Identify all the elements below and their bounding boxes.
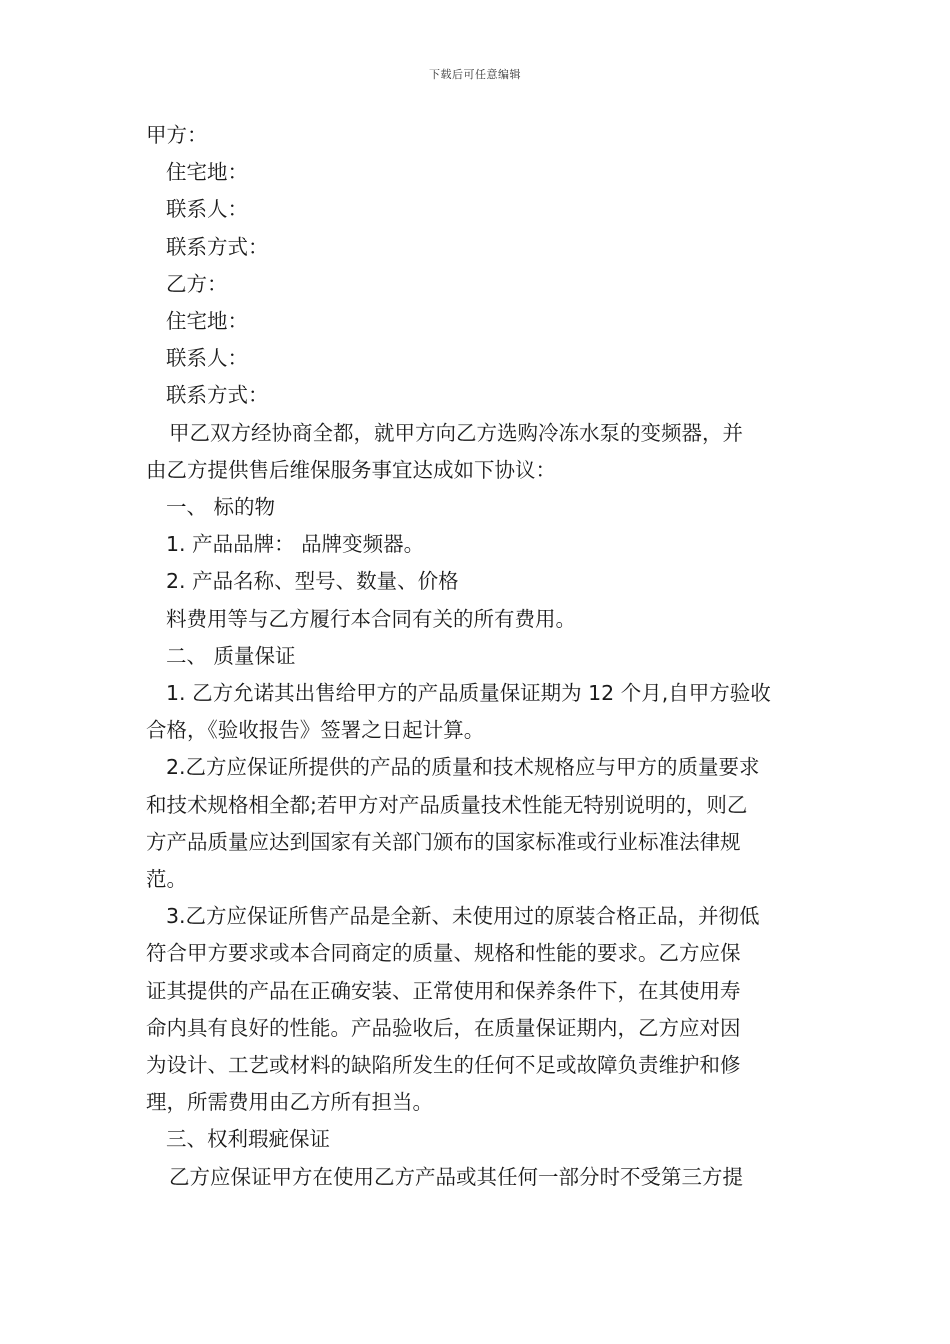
- clause-line: 范。: [146, 867, 187, 892]
- clause-line: 乙方应保证甲方在使用乙方产品或其任何一部分时不受第三方提: [169, 1164, 743, 1189]
- section-heading: 一、 标的物: [166, 495, 276, 520]
- clause-line: 合格，《验收报告》签署之日起计算。: [146, 718, 485, 743]
- intro-paragraph-line: 甲乙双方经协商全都，就甲方向乙方选购冷冻水泵的变频器，并: [169, 420, 743, 445]
- clause-line: 为设计、工艺或材料的缺陷所发生的任何不足或故障负责维护和修: [146, 1053, 741, 1078]
- clause-line: 和技术规格相全都;若甲方对产品质量技术性能无特别说明的，则乙: [146, 792, 748, 817]
- party-b-address: 住宅地：: [166, 309, 248, 334]
- intro-paragraph-line: 由乙方提供售后维保服务事宜达成如下协议：: [146, 457, 556, 482]
- party-a-phone: 联系方式：: [166, 234, 269, 259]
- party-a-address: 住宅地：: [166, 160, 248, 185]
- section-heading: 二、 质量保证: [166, 643, 296, 668]
- clause-line: 3.乙方应保证所售产品是全新、未使用过的原装合格正品，并彻低: [166, 904, 760, 929]
- contract-body: [146, 117, 808, 1196]
- clause-line: 料费用等与乙方履行本合同有关的所有费用。: [166, 606, 576, 631]
- clause-line: 1. 乙方允诺其出售给甲方的产品质量保证期为 12 个月,自甲方验收: [166, 681, 771, 706]
- party-b-label: 乙方：: [166, 271, 228, 296]
- clause-line: 证其提供的产品在正确安装、正常使用和保养条件下，在其使用寿: [146, 978, 741, 1003]
- clause-line: 2. 产品名称、型号、数量、价格: [166, 569, 459, 594]
- party-b-phone: 联系方式：: [166, 383, 269, 408]
- section-heading: 三、权利瑕疵保证: [166, 1127, 330, 1152]
- clause-line: 符合甲方要求或本合同商定的质量、规格和性能的要求。乙方应保: [146, 941, 741, 966]
- party-a-contact: 联系人：: [166, 197, 248, 222]
- clause-line: 命内具有良好的性能。产品验收后，在质量保证期内，乙方应对因: [146, 1015, 741, 1040]
- clause-line: 方产品质量应达到国家有关部门颁布的国家标准或行业标准法律规: [146, 829, 741, 854]
- party-b-contact: 联系人：: [166, 346, 248, 371]
- clause-line: 2.乙方应保证所提供的产品的质量和技术规格应与甲方的质量要求: [166, 755, 760, 780]
- clause-line: 1. 产品品牌： 品牌变频器。: [166, 532, 425, 557]
- clause-line: 理，所需费用由乙方所有担当。: [146, 1090, 433, 1115]
- party-a-label: 甲方：: [146, 123, 208, 147]
- page-header-note: 下载后可任意编辑: [429, 68, 521, 81]
